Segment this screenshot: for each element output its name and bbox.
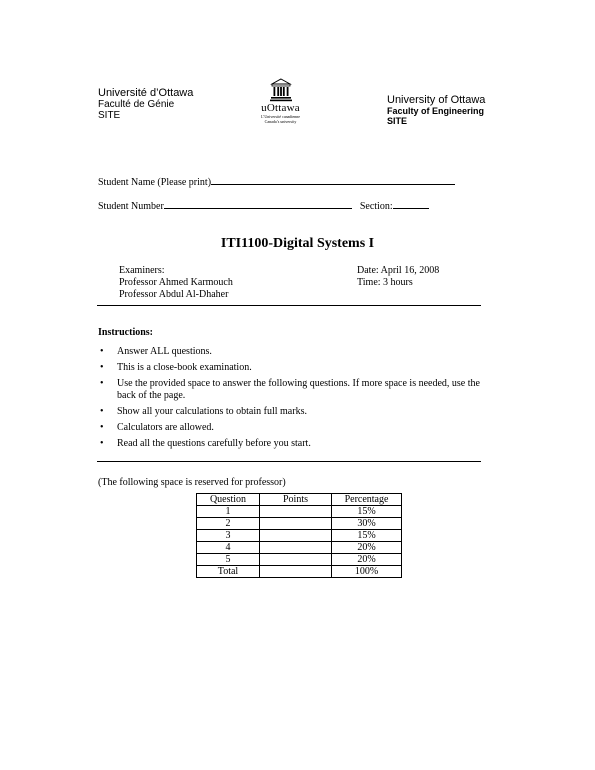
marks-table [196,493,402,578]
logo-tagline-en: Canada’s university [264,119,297,124]
cell-question: 2 [197,518,260,530]
instructions-list [98,346,498,454]
logo-wordmark: uOttawa [261,102,300,114]
table-header-row [197,494,402,506]
student-number-row [98,197,429,212]
instruction-item: • Read all the questions carefully before you start. [98,438,498,450]
cell-points[interactable] [260,518,332,530]
student-name-field[interactable] [211,173,455,185]
cell-points[interactable] [260,530,332,542]
table-total-row [197,566,402,578]
building-icon [270,78,292,102]
instruction-item: • Calculators are allowed. [98,422,498,434]
instruction-item: • Use the provided space to answer the following questions. If more space is needed, use the back of the page. [98,378,498,402]
school-name-right: SITE [387,116,408,126]
section-field[interactable] [393,197,429,209]
header-percentage: Percentage [332,494,402,506]
cell-percentage: 20% [332,542,402,554]
cell-percentage: 20% [332,554,402,566]
table-row [197,554,402,566]
instruction-item: • Answer ALL questions. [98,346,498,358]
uottawa-logo [253,78,308,124]
reserved-note: (The following space is reserved for professor) [98,477,286,488]
cell-percentage: 15% [332,506,402,518]
cell-percentage: 100% [332,566,402,578]
cell-question: 3 [197,530,260,542]
header-right-block [387,94,485,126]
header-points: Points [260,494,332,506]
student-number-field[interactable] [164,197,352,209]
cell-question: Total [197,566,260,578]
faculty-name-en: Faculty of Engineering [387,106,485,116]
student-name-row [98,173,455,188]
cell-points[interactable] [260,542,332,554]
faculty-name-fr: Faculté de Génie [98,99,175,110]
cell-question: 5 [197,554,260,566]
cell-question: 1 [197,506,260,518]
cell-points[interactable] [260,554,332,566]
student-name-label: Student Name (Please print) [98,177,212,188]
examiners-label: Examiners: [119,265,165,276]
student-number-label: Student Number [98,201,164,212]
cell-points[interactable] [260,506,332,518]
table-row [197,542,402,554]
divider-bottom [97,461,481,462]
table-row [197,518,402,530]
exam-title: ITI1100-Digital Systems I [220,236,375,251]
cell-percentage: 30% [332,518,402,530]
divider-top [97,305,481,306]
instructions-title: Instructions: [98,327,154,338]
cell-points[interactable] [260,566,332,578]
exam-meta-block [357,265,439,289]
examiners-block [119,265,233,301]
exam-date: Date: April 16, 2008 [357,265,440,276]
university-name-en: University of Ottawa [387,94,486,106]
examiner-name: Professor Ahmed Karmouch [119,277,233,288]
logo-tagline-fr: L’Université canadienne [260,114,301,119]
university-name-fr: Université d’Ottawa [98,87,194,99]
cell-percentage: 15% [332,530,402,542]
exam-duration: Time: 3 hours [357,277,413,288]
cell-question: 4 [197,542,260,554]
header-left-block [98,87,193,121]
instruction-item: • This is a close-book examination. [98,362,498,374]
header-question: Question [197,494,260,506]
section-label: Section: [359,201,393,212]
table-row [197,530,402,542]
instruction-item: • Show all your calculations to obtain full marks. [98,406,498,418]
school-name-left: SITE [98,110,121,121]
examiner-name: Professor Abdul Al-Dhaher [119,289,229,300]
table-row [197,506,402,518]
